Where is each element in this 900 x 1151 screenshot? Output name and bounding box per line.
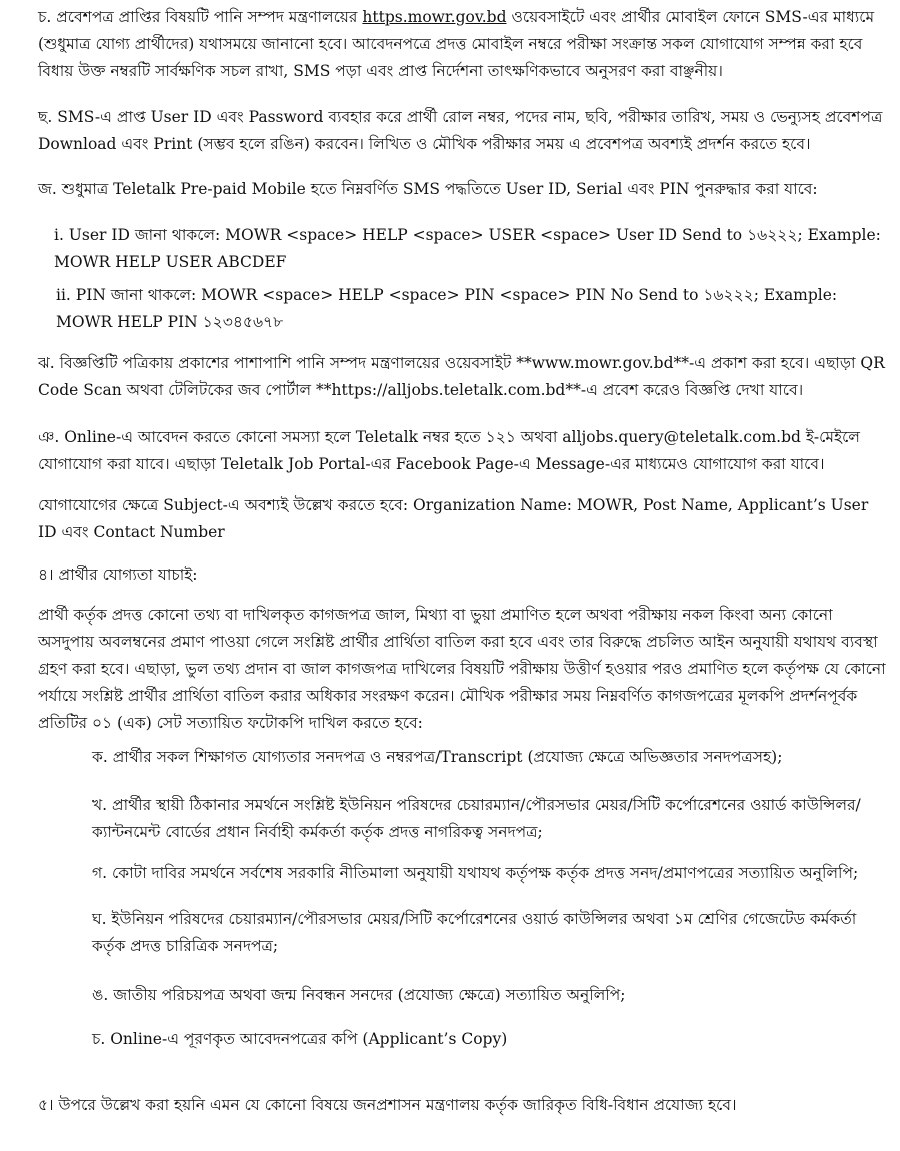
list-item-ga: গ. কোটা দাবির সমর্থনে সর্বশেষ সরকারি নীতিমালা অনুযায়ী যথাযথ কর্তৃপক্ষ কর্তৃক প্রদত্ত সনদ/প্রমাণপত্রের সত্যায়িত অনুলিপি; (92, 864, 859, 882)
list-item-kha: খ. প্রার্থীর স্থায়ী ঠিকানার সমর্থনে সংশ্লিষ্ট ইউনিয়ন পরিষদের চেয়ারম্যান/পৌরসভার মেয়র/সিটি কর্পোরেশনের ওয়ার্ড কাউন্সিলর/ক্যান্টনমেন্ট বোর্ডের প্রধান নির্বাহী কর্মকর্তা কর্তৃক প্রদত্ত নাগরিকত্ব সনদপত্র; (92, 796, 861, 841)
section-4-body: প্রার্থী কর্তৃক প্রদত্ত কোনো তথ্য বা দাখিলকৃত কাগজপত্র জাল, মিথ্যা বা ভুয়া প্রমাণিত হলে অথবা পরীক্ষায় নকল কিংবা অন্য কোনো অসদুপায় অবলম্বনের প্রমাণ পাওয়া গেলে সংশ্লিষ্ট প্রার্থীর প্রার্থিতা বাতিল করা হবে এবং তার বিরুদ্ধে প্রচলিত আইন অনুযায়ী যথাযথ ব্যবস্থা গ্রহণ করা হবে। এছাড়া, ভুল তথ্য প্রদান বা জাল কাগজপত্র দাখিলের বিষয়টি পরীক্ষায় উত্তীর্ণ হওয়ার পরও প্রমাণিত হলে কর্তৃপক্ষ যে কোনো পর্যায়ে সংশ্লিষ্ট প্রার্থীর প্রার্থিতা বাতিল করার অধিকার সংরক্ষণ করেন। মৌখিক পরীক্ষার সময় নিম্নবর্ণিত কাগজপত্রের মূলকপি প্রদর্শনপূর্বক প্রতিটির ০১ (এক) সেট সত্যায়িত ফটোকপি দাখিল করতে হবে: (38, 606, 886, 732)
paragraph-subject: যোগাযোগের ক্ষেত্রে Subject-এ অবশ্যই উল্লেখ করতে হবে: Organization Name: MOWR, Post Name, Applicant’s User ID এবং Contact Number (38, 496, 869, 541)
list-item-ka: ক. প্রার্থীর সকল শিক্ষাগত যোগ্যতার সনদপত্র ও নম্বরপত্র/Transcript (প্রযোজ্য ক্ষেত্রে অভিজ্ঞতার সনদপত্রসহ); (92, 748, 783, 766)
paragraph-cha-pre: চ. প্রবেশপত্র প্রাপ্তির বিষয়টি পানি সম্পদ মন্ত্রণালয়ের (38, 8, 363, 26)
section-4-heading: ৪। প্রার্থীর যোগ্যতা যাচাই: (38, 566, 198, 584)
paragraph-nya: ঞ. Online-এ আবেদন করতে কোনো সমস্যা হলে Teletalk নম্বর হতে ১২১ অথবা alljobs.query@teletalk.com.bd ই-মেইলে যোগাযোগ করা যাবে। এছাড়া Teletalk Job Portal-এর Facebook Page-এ Message-এর মাধ্যমেও যোগাযোগ করা যাবে। (38, 428, 860, 473)
paragraph-ja-ii: ii. PIN জানা থাকলে: MOWR <space> HELP <space> PIN <space> PIN No Send to ১৬২২২; Example: MOWR HELP PIN ১২৩৪৫৬৭৮ (56, 286, 838, 331)
paragraph-ja-i: i. User ID জানা থাকলে: MOWR <space> HELP <space> USER <space> User ID Send to ১৬২২২; Example: MOWR HELP USER ABCDEF (54, 226, 881, 271)
paragraph-chha: ছ. SMS-এ প্রাপ্ত User ID এবং Password ব্যবহার করে প্রার্থী রোল নম্বর, পদের নাম, ছবি, পরীক্ষার তারিখ, সময় ও ভেন্যুসহ প্রবেশপত্র Download এবং Print (সম্ভব হলে রঙিন) করবেন। লিখিত ও মৌখিক পরীক্ষার সময় এ প্রবেশপত্র অবশ্যই প্রদর্শন করতে হবে। (38, 108, 883, 153)
paragraph-ja: জ. শুধুমাত্র Teletalk Pre-paid Mobile হতে নিম্নবর্ণিত SMS পদ্ধতিতে User ID, Serial এবং PIN পুনরুদ্ধার করা যাবে: (38, 180, 818, 198)
list-item-uma: ঙ. জাতীয় পরিচয়পত্র অথবা জন্ম নিবন্ধন সনদের (প্রযোজ্য ক্ষেত্রে) সত্যায়িত অনুলিপি; (92, 986, 626, 1004)
section-5: ৫। উপরে উল্লেখ করা হয়নি এমন যে কোনো বিষয়ে জনপ্রশাসন মন্ত্রণালয় কর্তৃক জারিকৃত বিধি-বিধান প্রযোজ্য হবে। (38, 1096, 737, 1114)
paragraph-cha (38, 4, 886, 85)
paragraph-jha: ঝ. বিজ্ঞপ্তিটি পত্রিকায় প্রকাশের পাশাপাশি পানি সম্পদ মন্ত্রণালয়ের ওয়েবসাইট **www.mowr.gov.bd**-এ প্রকাশ করা হবে। এছাড়া QR Code Scan অথবা টেলিটকের জব পোর্টাল **https://alljobs.teletalk.com.bd**-এ প্রবেশ করেও বিজ্ঞপ্তি দেখা যাবে। (38, 354, 885, 399)
paragraph-cha-post: ওয়েবসাইটে এবং প্রার্থীর মোবাইল ফোনে SMS-এর মাধ্যমে (শুধুমাত্র যোগ্য প্রার্থীদের) যথাসময়ে জানানো হবে। আবেদনপত্রে প্রদত্ত মোবাইল নম্বরে পরীক্ষা সংক্রান্ত সকল যোগাযোগ সম্পন্ন করা হবে বিধায় উক্ত নম্বরটি সার্বক্ষণিক সচল রাখা, SMS পড়া এবং প্রাপ্ত নির্দেশনা তাৎক্ষণিকভাবে অনুসরণ করা বাঞ্ছনীয়। (38, 8, 875, 80)
list-item-gha: ঘ. ইউনিয়ন পরিষদের চেয়ারম্যান/পৌরসভার মেয়র/সিটি কর্পোরেশনের ওয়ার্ড কাউন্সিলর অথবা ১ম শ্রেণির গেজেটেড কর্মকর্তা কর্তৃক প্রদত্ত চারিত্রিক সনদপত্র; (92, 910, 857, 955)
list-item-cha: চ. Online-এ পূরণকৃত আবেদনপত্রের কপি (Applicant’s Copy) (92, 1030, 508, 1048)
mowr-website-link[interactable]: https.mowr.gov.bd (362, 8, 507, 26)
